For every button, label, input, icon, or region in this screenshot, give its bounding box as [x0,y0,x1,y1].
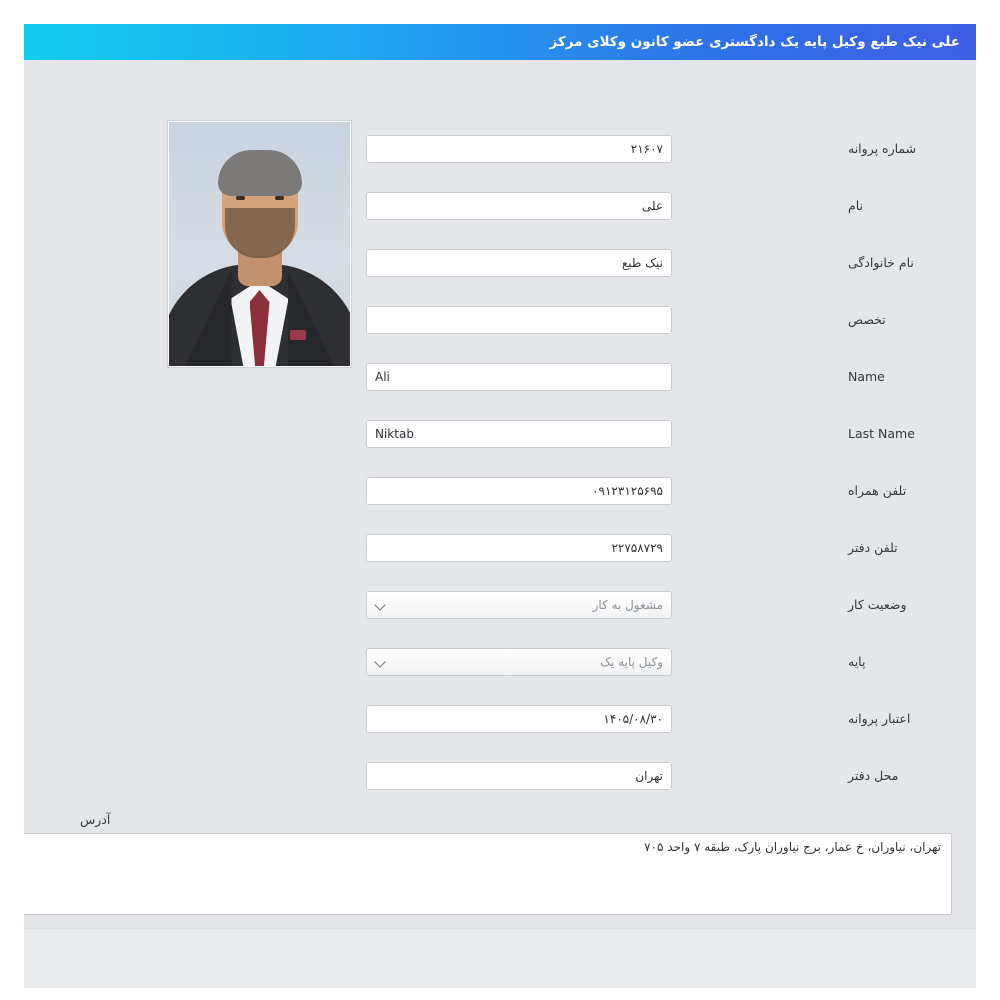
input-office-phone[interactable]: ۲۲۷۵۸۷۲۹ [366,534,672,562]
label-work-status: وضعیت کار [848,597,907,612]
profile-card [24,24,976,988]
field-wrap-first-name-en [366,363,672,391]
field-wrap-mobile-phone [366,477,672,505]
label-license-number: شماره پروانه [848,141,917,156]
field-wrap-license-number [366,135,672,163]
field-wrap-office-phone [366,534,672,562]
form-row-last-name-fa [24,234,976,291]
field-wrap-last-name-fa [366,249,672,277]
page-title: علی نیک طبع وکیل پایه یک دادگستری عضو کانون وکلای مرکز [549,34,960,50]
chevron-down-icon [375,599,387,611]
label-specialty: تخصص [848,312,886,327]
label-mobile-phone: تلفن همراه [848,483,907,498]
window-title-bar [24,24,976,60]
footer-band [24,928,976,988]
input-mobile-phone[interactable]: ۰۹۱۲۳۱۲۵۶۹۵ [366,477,672,505]
form-row-last-name-en [24,405,976,462]
input-license-number[interactable]: ۲۱۶۰۷ [366,135,672,163]
label-office-city: محل دفتر [848,768,899,783]
field-wrap-work-status [366,591,672,619]
address-block [56,812,952,915]
input-license-expiry[interactable]: ۱۴۰۵/۰۸/۳۰ [366,705,672,733]
form-row-license-expiry [24,690,976,747]
form-row-office-city [24,747,976,804]
form-row-specialty [24,291,976,348]
form-row-work-status [24,576,976,633]
form-row-mobile-phone [24,462,976,519]
label-first-name-fa: نام [848,198,864,213]
field-wrap-license-expiry [366,705,672,733]
input-last-name-en[interactable]: Niktab [366,420,672,448]
profile-form [24,120,976,804]
input-first-name-en[interactable]: Ali [366,363,672,391]
field-wrap-first-name-fa [366,192,672,220]
select-license-grade[interactable] [366,648,672,676]
card-body [24,60,976,988]
input-office-city[interactable]: تهران [366,762,672,790]
form-row-first-name-en [24,348,976,405]
input-last-name-fa[interactable]: نیک طبع [366,249,672,277]
form-row-license-grade [24,633,976,690]
label-license-expiry: اعتبار پروانه [848,711,911,726]
label-address [56,812,952,827]
input-first-name-fa[interactable]: علی [366,192,672,220]
label-last-name-fa: نام خانوادگی [848,255,914,270]
label-last-name-en: Last Name [848,426,915,441]
select-work-status-value: مشغول به کار [592,597,663,612]
label-address-text: آدرس [80,812,111,827]
field-wrap-last-name-en [366,420,672,448]
field-wrap-office-city [366,762,672,790]
chevron-down-icon [375,656,387,668]
form-row-license-number [24,120,976,177]
input-specialty[interactable] [366,306,672,334]
label-license-grade: پایه [848,654,866,669]
label-first-name-en: Name [848,369,885,384]
select-work-status[interactable] [366,591,672,619]
select-license-grade-value: وکیل پایه یک [600,654,663,669]
textarea-address[interactable] [24,833,952,915]
textarea-address-value: تهران، نیاوران، خ عمار، برج نیاوران پارک، طبقه ۷ واحد ۷۰۵ [644,840,941,854]
field-wrap-specialty [366,306,672,334]
label-office-phone: تلفن دفتر [848,540,898,555]
form-row-first-name-fa [24,177,976,234]
form-row-office-phone [24,519,976,576]
field-wrap-license-grade [366,648,672,676]
